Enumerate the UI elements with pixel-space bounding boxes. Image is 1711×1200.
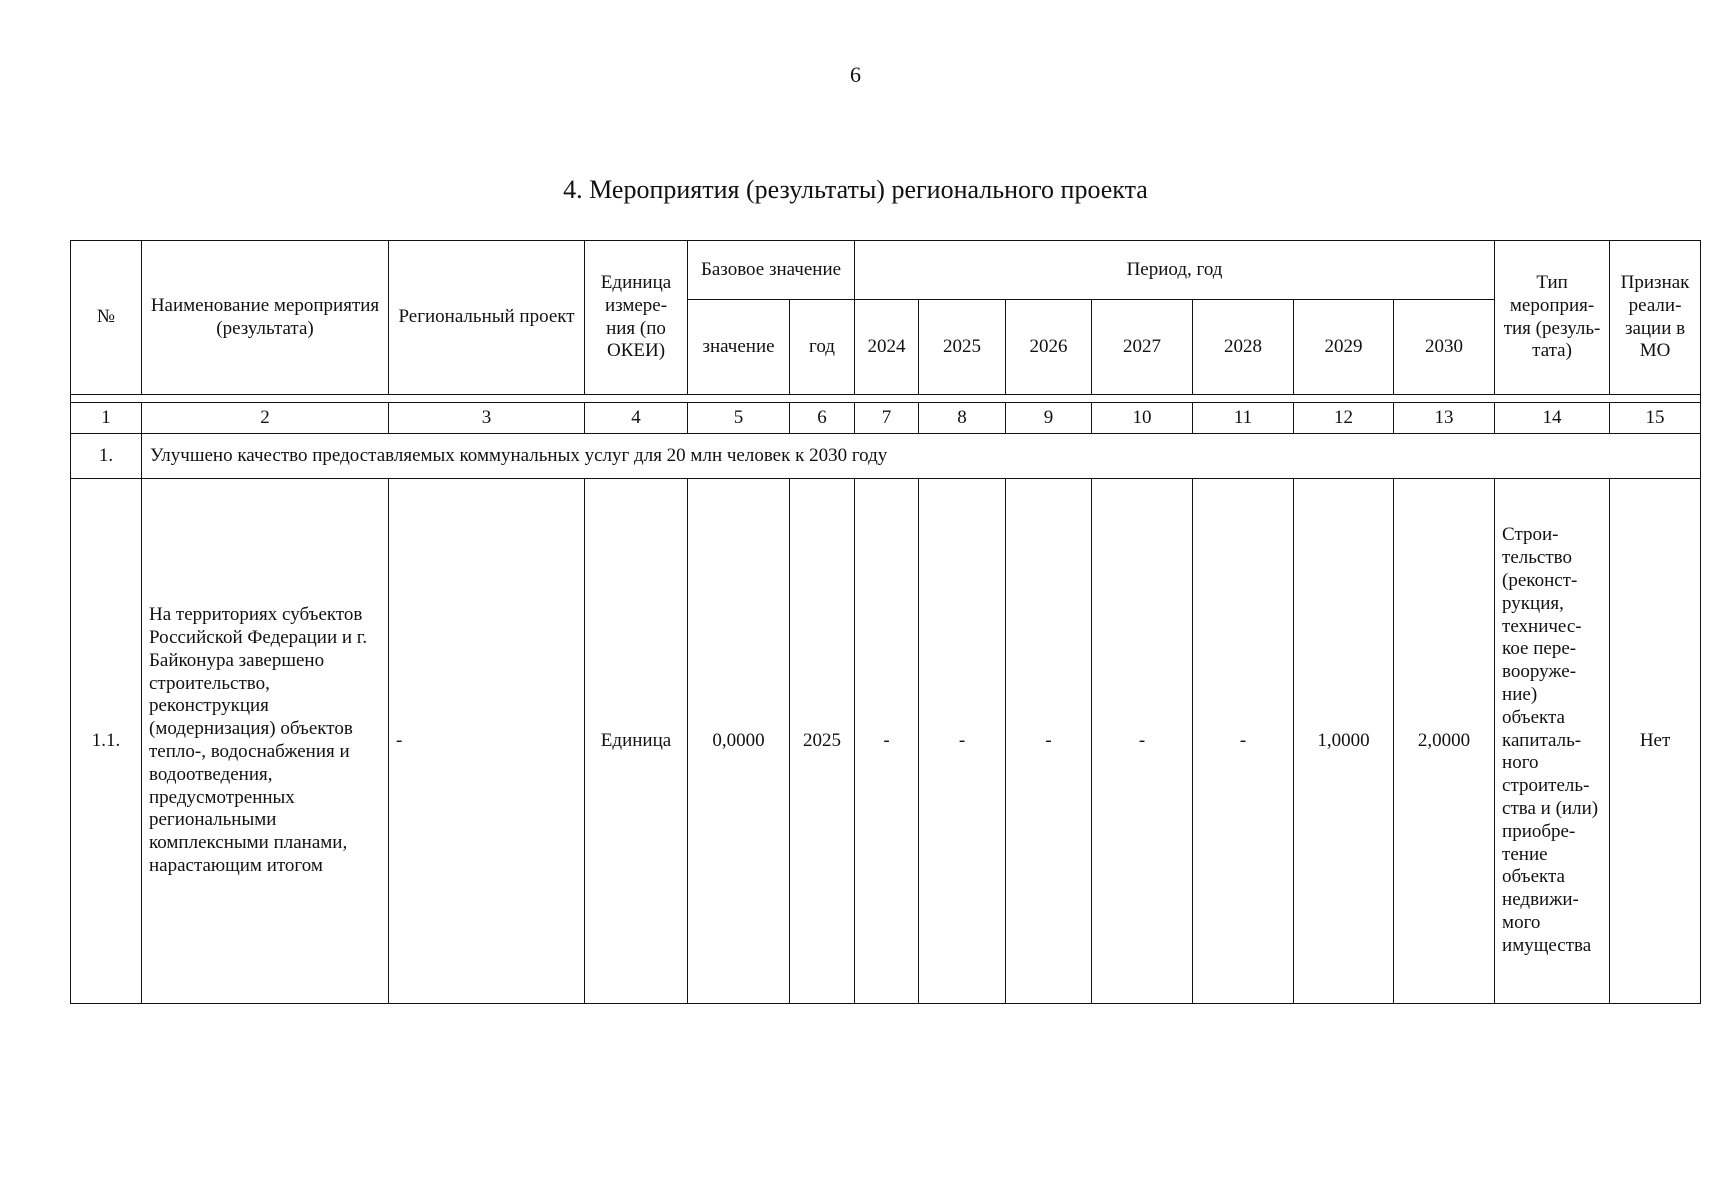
row-year-value: - — [1092, 479, 1193, 1004]
header-base-value-value: значение — [688, 300, 790, 395]
column-number: 1 — [71, 403, 142, 434]
column-number: 14 — [1495, 403, 1610, 434]
header-name: Наименование мероприятия (результата) — [142, 241, 389, 395]
row-name: На территориях субъектов Российской Федерации и г. Байконура завершено строительство, реконструкция (модернизация) объектов тепло-, водоснабжения и водоотведения, предусмотренных региональными комплексными планами, нарастающим итогом — [142, 479, 389, 1004]
row-base-year: 2025 — [790, 479, 855, 1004]
spacer-cell — [71, 395, 1701, 403]
header-year: 2027 — [1092, 300, 1193, 395]
row-type: Строи- тельство (реконст- рукция, техничес- кое пере- вооруже- ние) объекта капиталь- ного строитель- ства и (или) приобре- тение объекта недвижи- мого имущества — [1495, 479, 1610, 1004]
row-year-value: 2,0000 — [1394, 479, 1495, 1004]
header-year: 2029 — [1294, 300, 1394, 395]
header-unit: Единица измере- ния (по ОКЕИ) — [585, 241, 688, 395]
table-row — [71, 479, 1701, 1004]
header-year: 2025 — [919, 300, 1006, 395]
column-number: 11 — [1193, 403, 1294, 434]
column-number: 9 — [1006, 403, 1092, 434]
header-type: Тип мероприя- тия (резуль- тата) — [1495, 241, 1610, 395]
row-year-value: 1,0000 — [1294, 479, 1394, 1004]
row-year-value: - — [855, 479, 919, 1004]
row-year-value: - — [919, 479, 1006, 1004]
header-year: 2026 — [1006, 300, 1092, 395]
header-year: 2024 — [855, 300, 919, 395]
column-number: 12 — [1294, 403, 1394, 434]
column-number: 4 — [585, 403, 688, 434]
row-base-value: 0,0000 — [688, 479, 790, 1004]
section-title: 4. Мероприятия (результаты) регионального проекта — [563, 175, 1148, 204]
page-number: 6 — [850, 62, 861, 87]
row-year-value: - — [1193, 479, 1294, 1004]
header-base-value: Базовое значение — [688, 241, 855, 300]
header-period: Период, год — [855, 241, 1495, 300]
header-year: 2028 — [1193, 300, 1294, 395]
header-row-top — [71, 241, 1701, 300]
column-number: 13 — [1394, 403, 1495, 434]
row-mo: Нет — [1610, 479, 1701, 1004]
header-num: № — [71, 241, 142, 395]
column-number: 15 — [1610, 403, 1701, 434]
header-project: Региональный проект — [389, 241, 585, 395]
section-row-num: 1. — [71, 434, 142, 479]
header-base-value-year: год — [790, 300, 855, 395]
row-num: 1.1. — [71, 479, 142, 1004]
column-number: 8 — [919, 403, 1006, 434]
activities-table — [70, 240, 1701, 1004]
header-spacer — [71, 395, 1701, 403]
row-project: - — [389, 479, 585, 1004]
column-number: 2 — [142, 403, 389, 434]
row-year-value: - — [1006, 479, 1092, 1004]
section-row — [71, 434, 1701, 479]
row-unit: Единица — [585, 479, 688, 1004]
header-year: 2030 — [1394, 300, 1495, 395]
header-mo: Признак реали- зации в МО — [1610, 241, 1701, 395]
column-number: 6 — [790, 403, 855, 434]
column-number: 7 — [855, 403, 919, 434]
column-numbers-row — [71, 403, 1701, 434]
column-number: 5 — [688, 403, 790, 434]
column-number: 3 — [389, 403, 585, 434]
section-row-text: Улучшено качество предоставляемых коммунальных услуг для 20 млн человек к 2030 году — [142, 434, 1701, 479]
column-number: 10 — [1092, 403, 1193, 434]
